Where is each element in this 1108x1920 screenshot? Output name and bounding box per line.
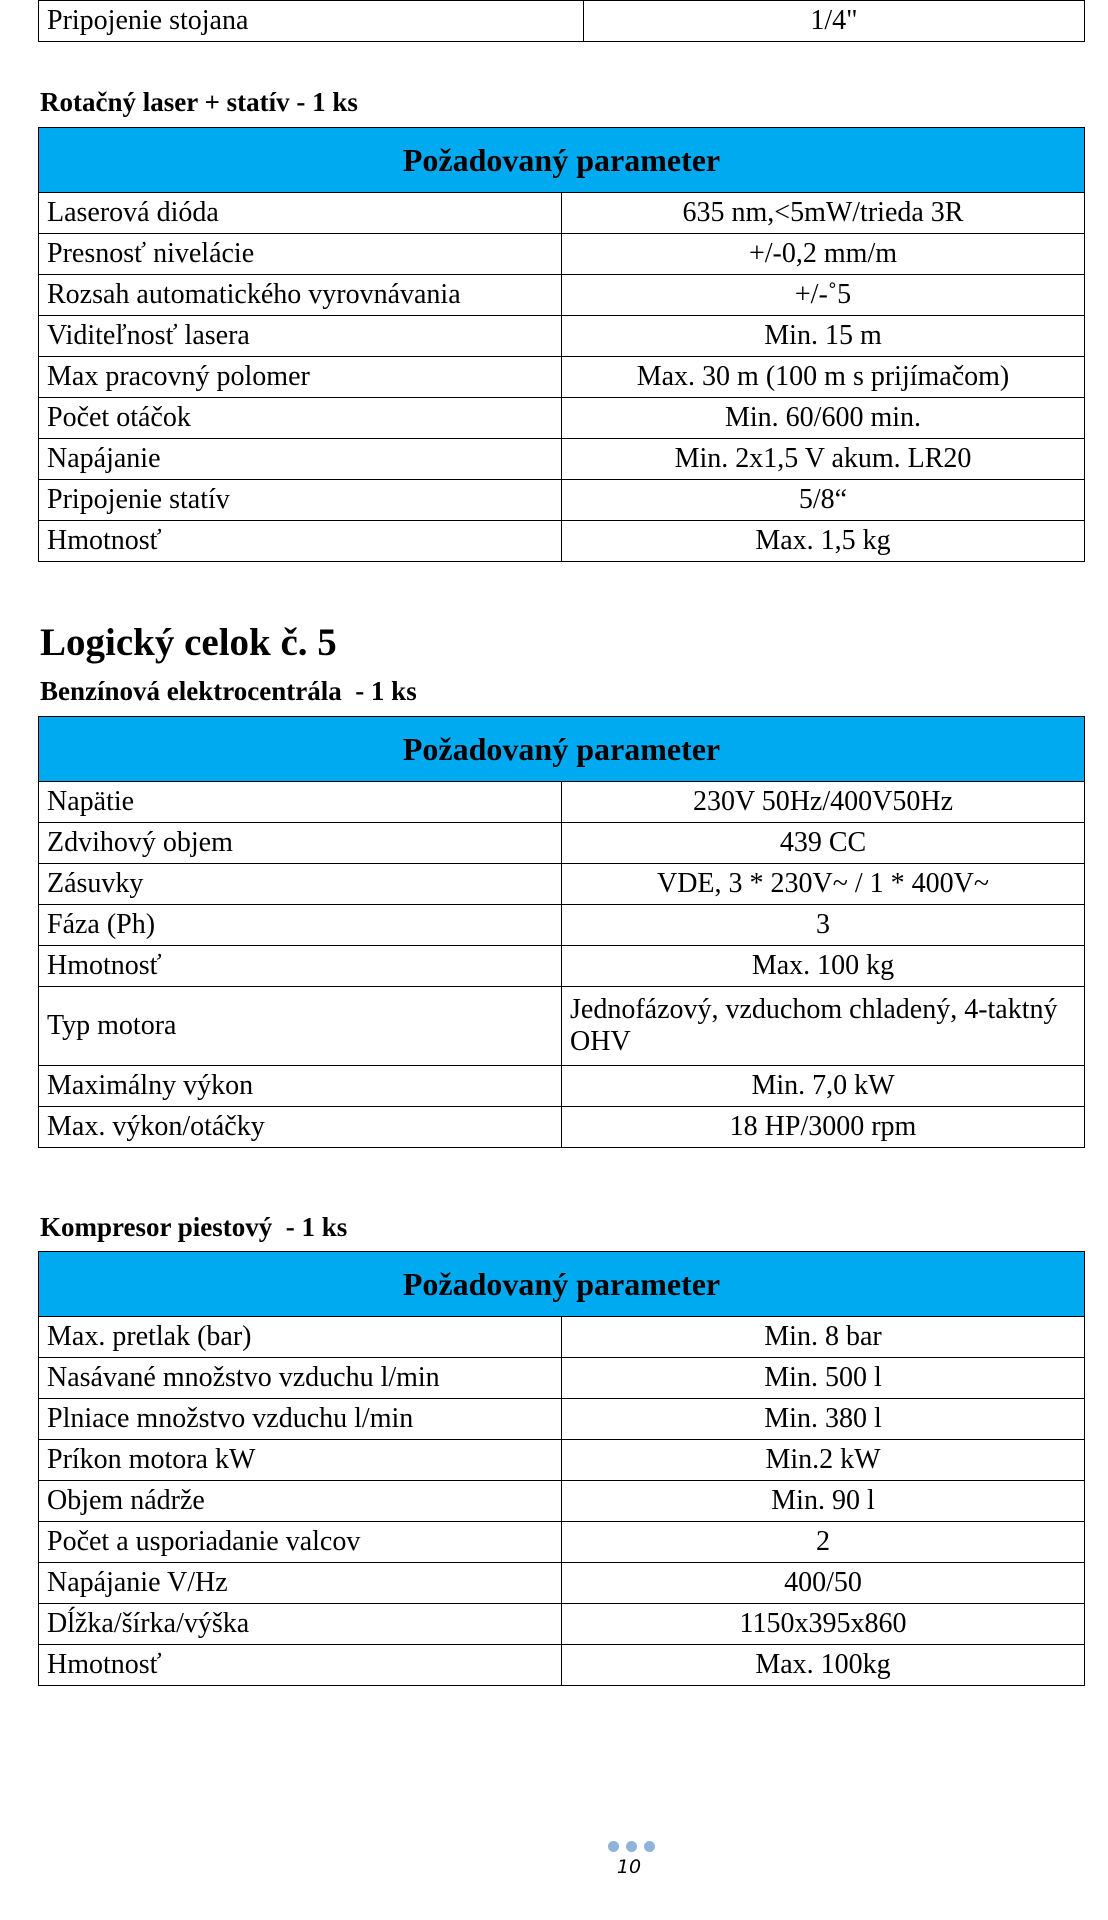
table-row [39, 521, 1085, 562]
table-row [39, 1440, 1085, 1481]
param-value: Min. 60/600 min. [562, 398, 1085, 439]
table-row [39, 1604, 1085, 1645]
param-value: 5/8“ [562, 480, 1085, 521]
table-row [39, 1, 1085, 42]
table-row [39, 1522, 1085, 1563]
param-value: 635 nm,<5mW/trieda 3R [562, 193, 1085, 234]
param-name: Viditeľnosť lasera [39, 316, 562, 357]
param-value: 230V 50Hz/400V50Hz [562, 782, 1085, 823]
param-name: Pripojenie statív [39, 480, 562, 521]
param-value: 1/4" [584, 1, 1085, 42]
table-row [39, 439, 1085, 480]
param-name: Maximálny výkon [39, 1066, 562, 1107]
param-value: 18 HP/3000 rpm [562, 1107, 1085, 1148]
param-value: Max. 100 kg [562, 946, 1085, 987]
table-row [39, 316, 1085, 357]
param-value: 439 CC [562, 823, 1085, 864]
param-name: Laserová dióda [39, 193, 562, 234]
param-value: Max. 30 m (100 m s prijímačom) [562, 357, 1085, 398]
param-value: 3 [562, 905, 1085, 946]
table-row [39, 823, 1085, 864]
table-row [39, 1066, 1085, 1107]
param-name: Presnosť nivelácie [39, 234, 562, 275]
param-name: Príkon motora kW [39, 1440, 562, 1481]
param-name: Napájanie V/Hz [39, 1563, 562, 1604]
table-row [39, 1358, 1085, 1399]
table-row [39, 905, 1085, 946]
table-header-row [39, 1252, 1085, 1317]
table-row [39, 987, 1085, 1066]
table-header-row [39, 717, 1085, 782]
param-value: Max. 100kg [562, 1645, 1085, 1686]
page-number: 10 [616, 1856, 642, 1878]
param-name: Hmotnosť [39, 521, 562, 562]
param-value: 400/50 [562, 1563, 1085, 1604]
table-header: Požadovaný parameter [39, 1252, 1085, 1317]
param-value: +/-0,2 mm/m [562, 234, 1085, 275]
generator-spec-table [38, 716, 1085, 1148]
param-name: Rozsah automatického vyrovnávania [39, 275, 562, 316]
param-value: VDE, 3 * 230V~ / 1 * 400V~ [562, 864, 1085, 905]
table-row [39, 864, 1085, 905]
param-value: Min. 7,0 kW [562, 1066, 1085, 1107]
param-name: Zdvihový objem [39, 823, 562, 864]
param-name: Max. pretlak (bar) [39, 1317, 562, 1358]
param-name: Fáza (Ph) [39, 905, 562, 946]
table-row [39, 782, 1085, 823]
param-name: Nasávané množstvo vzduchu l/min [39, 1358, 562, 1399]
param-value: +/-˚5 [562, 275, 1085, 316]
top-spec-table [38, 0, 1085, 42]
table-header: Požadovaný parameter [39, 717, 1085, 782]
table-row [39, 1563, 1085, 1604]
table-header: Požadovaný parameter [39, 128, 1085, 193]
compressor-heading: Kompresor piestový - 1 ks [40, 1212, 348, 1242]
table-row [39, 275, 1085, 316]
param-name: Max pracovný polomer [39, 357, 562, 398]
param-name: Dĺžka/šírka/výška [39, 1604, 562, 1645]
laser-heading: Rotačný laser + statív - 1 ks [40, 87, 358, 117]
compressor-spec-table [38, 1251, 1085, 1686]
param-name: Pripojenie stojana [39, 1, 584, 42]
param-value: Min. 15 m [562, 316, 1085, 357]
param-name: Hmotnosť [39, 1645, 562, 1686]
generator-heading: Benzínová elektrocentrála - 1 ks [40, 676, 417, 706]
param-value: Min. 2x1,5 V akum. LR20 [562, 439, 1085, 480]
param-name: Typ motora [39, 987, 562, 1066]
param-value: Min.2 kW [562, 1440, 1085, 1481]
param-value: 1150x395x860 [562, 1604, 1085, 1645]
table-row [39, 946, 1085, 987]
param-value: 2 [562, 1522, 1085, 1563]
param-name: Max. výkon/otáčky [39, 1107, 562, 1148]
param-value: Jednofázový, vzduchom chladený, 4-taktný OHV [562, 987, 1085, 1066]
param-value: Min. 380 l [562, 1399, 1085, 1440]
table-row [39, 234, 1085, 275]
table-row [39, 1645, 1085, 1686]
table-row [39, 1399, 1085, 1440]
laser-spec-table [38, 127, 1085, 562]
param-value: Min. 8 bar [562, 1317, 1085, 1358]
param-value: Min. 500 l [562, 1358, 1085, 1399]
param-name: Napájanie [39, 439, 562, 480]
param-value: Max. 1,5 kg [562, 521, 1085, 562]
param-name: Zásuvky [39, 864, 562, 905]
param-name: Plniace množstvo vzduchu l/min [39, 1399, 562, 1440]
table-header-row [39, 128, 1085, 193]
table-row [39, 193, 1085, 234]
table-row [39, 1107, 1085, 1148]
param-name: Počet otáčok [39, 398, 562, 439]
table-row [39, 357, 1085, 398]
param-value: Min. 90 l [562, 1481, 1085, 1522]
table-row [39, 1317, 1085, 1358]
footer-dots-icon [608, 1841, 655, 1852]
section-title: Logický celok č. 5 [40, 621, 337, 664]
param-name: Počet a usporiadanie valcov [39, 1522, 562, 1563]
table-row [39, 480, 1085, 521]
param-name: Napätie [39, 782, 562, 823]
table-row [39, 398, 1085, 439]
param-name: Hmotnosť [39, 946, 562, 987]
table-row [39, 1481, 1085, 1522]
param-name: Objem nádrže [39, 1481, 562, 1522]
